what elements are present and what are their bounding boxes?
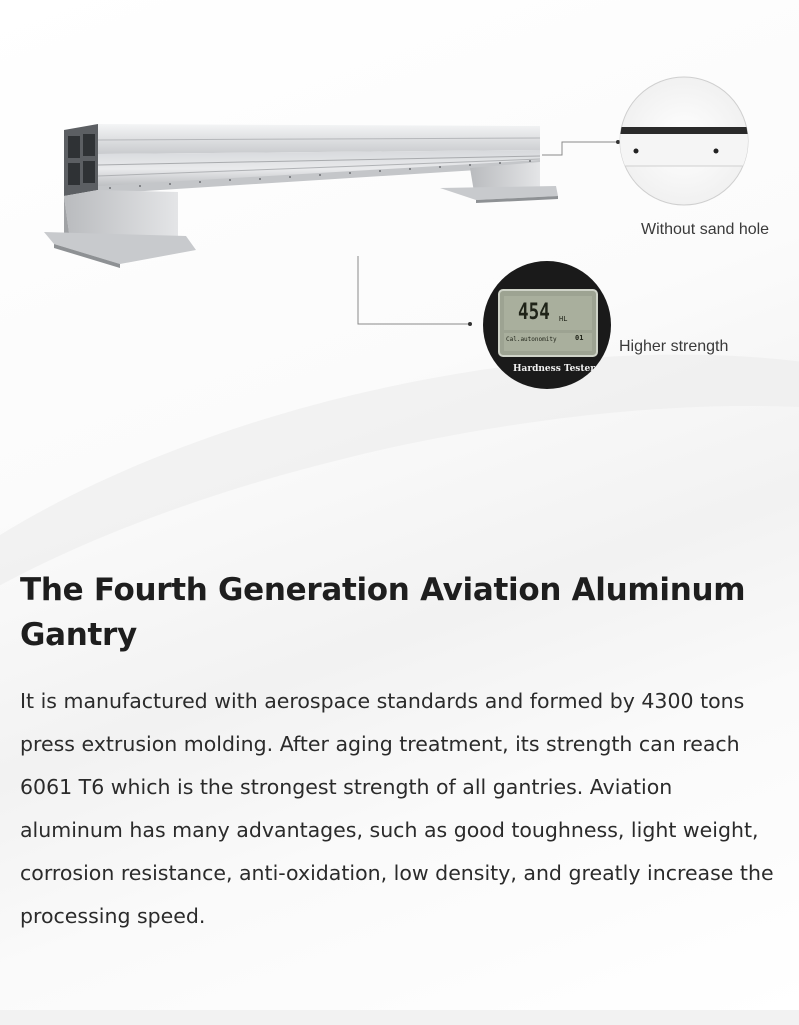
section-description: It is manufactured with aerospace standards and formed by 4300 tons press extrusion molding. After aging treatment, its strength can reach 6061 T6 which is the strongest strength of all gantries. Aviation aluminum has many advantages, such as good toughness, light weight, corrosion resistance, anti-oxidation, low density, and greatly increase the processing speed. — [20, 689, 774, 928]
tester-unit: HL — [559, 315, 568, 323]
bottom-divider — [0, 1010, 799, 1025]
tester-caption: Hardness Tester — [513, 364, 595, 374]
tester-status-left: Cal.autonomity — [506, 336, 557, 343]
section-title: The Fourth Generation Aviation Aluminum Gantry — [20, 572, 746, 653]
tester-reading: 454 — [518, 300, 550, 325]
tester-status-right: 01 — [575, 334, 584, 342]
gantry-beam — [44, 124, 558, 268]
without-sand-hole-label: Without sand hole — [641, 221, 770, 238]
higher-strength-label: Higher strength — [619, 338, 729, 355]
sand-hole-magnifier — [610, 77, 760, 205]
